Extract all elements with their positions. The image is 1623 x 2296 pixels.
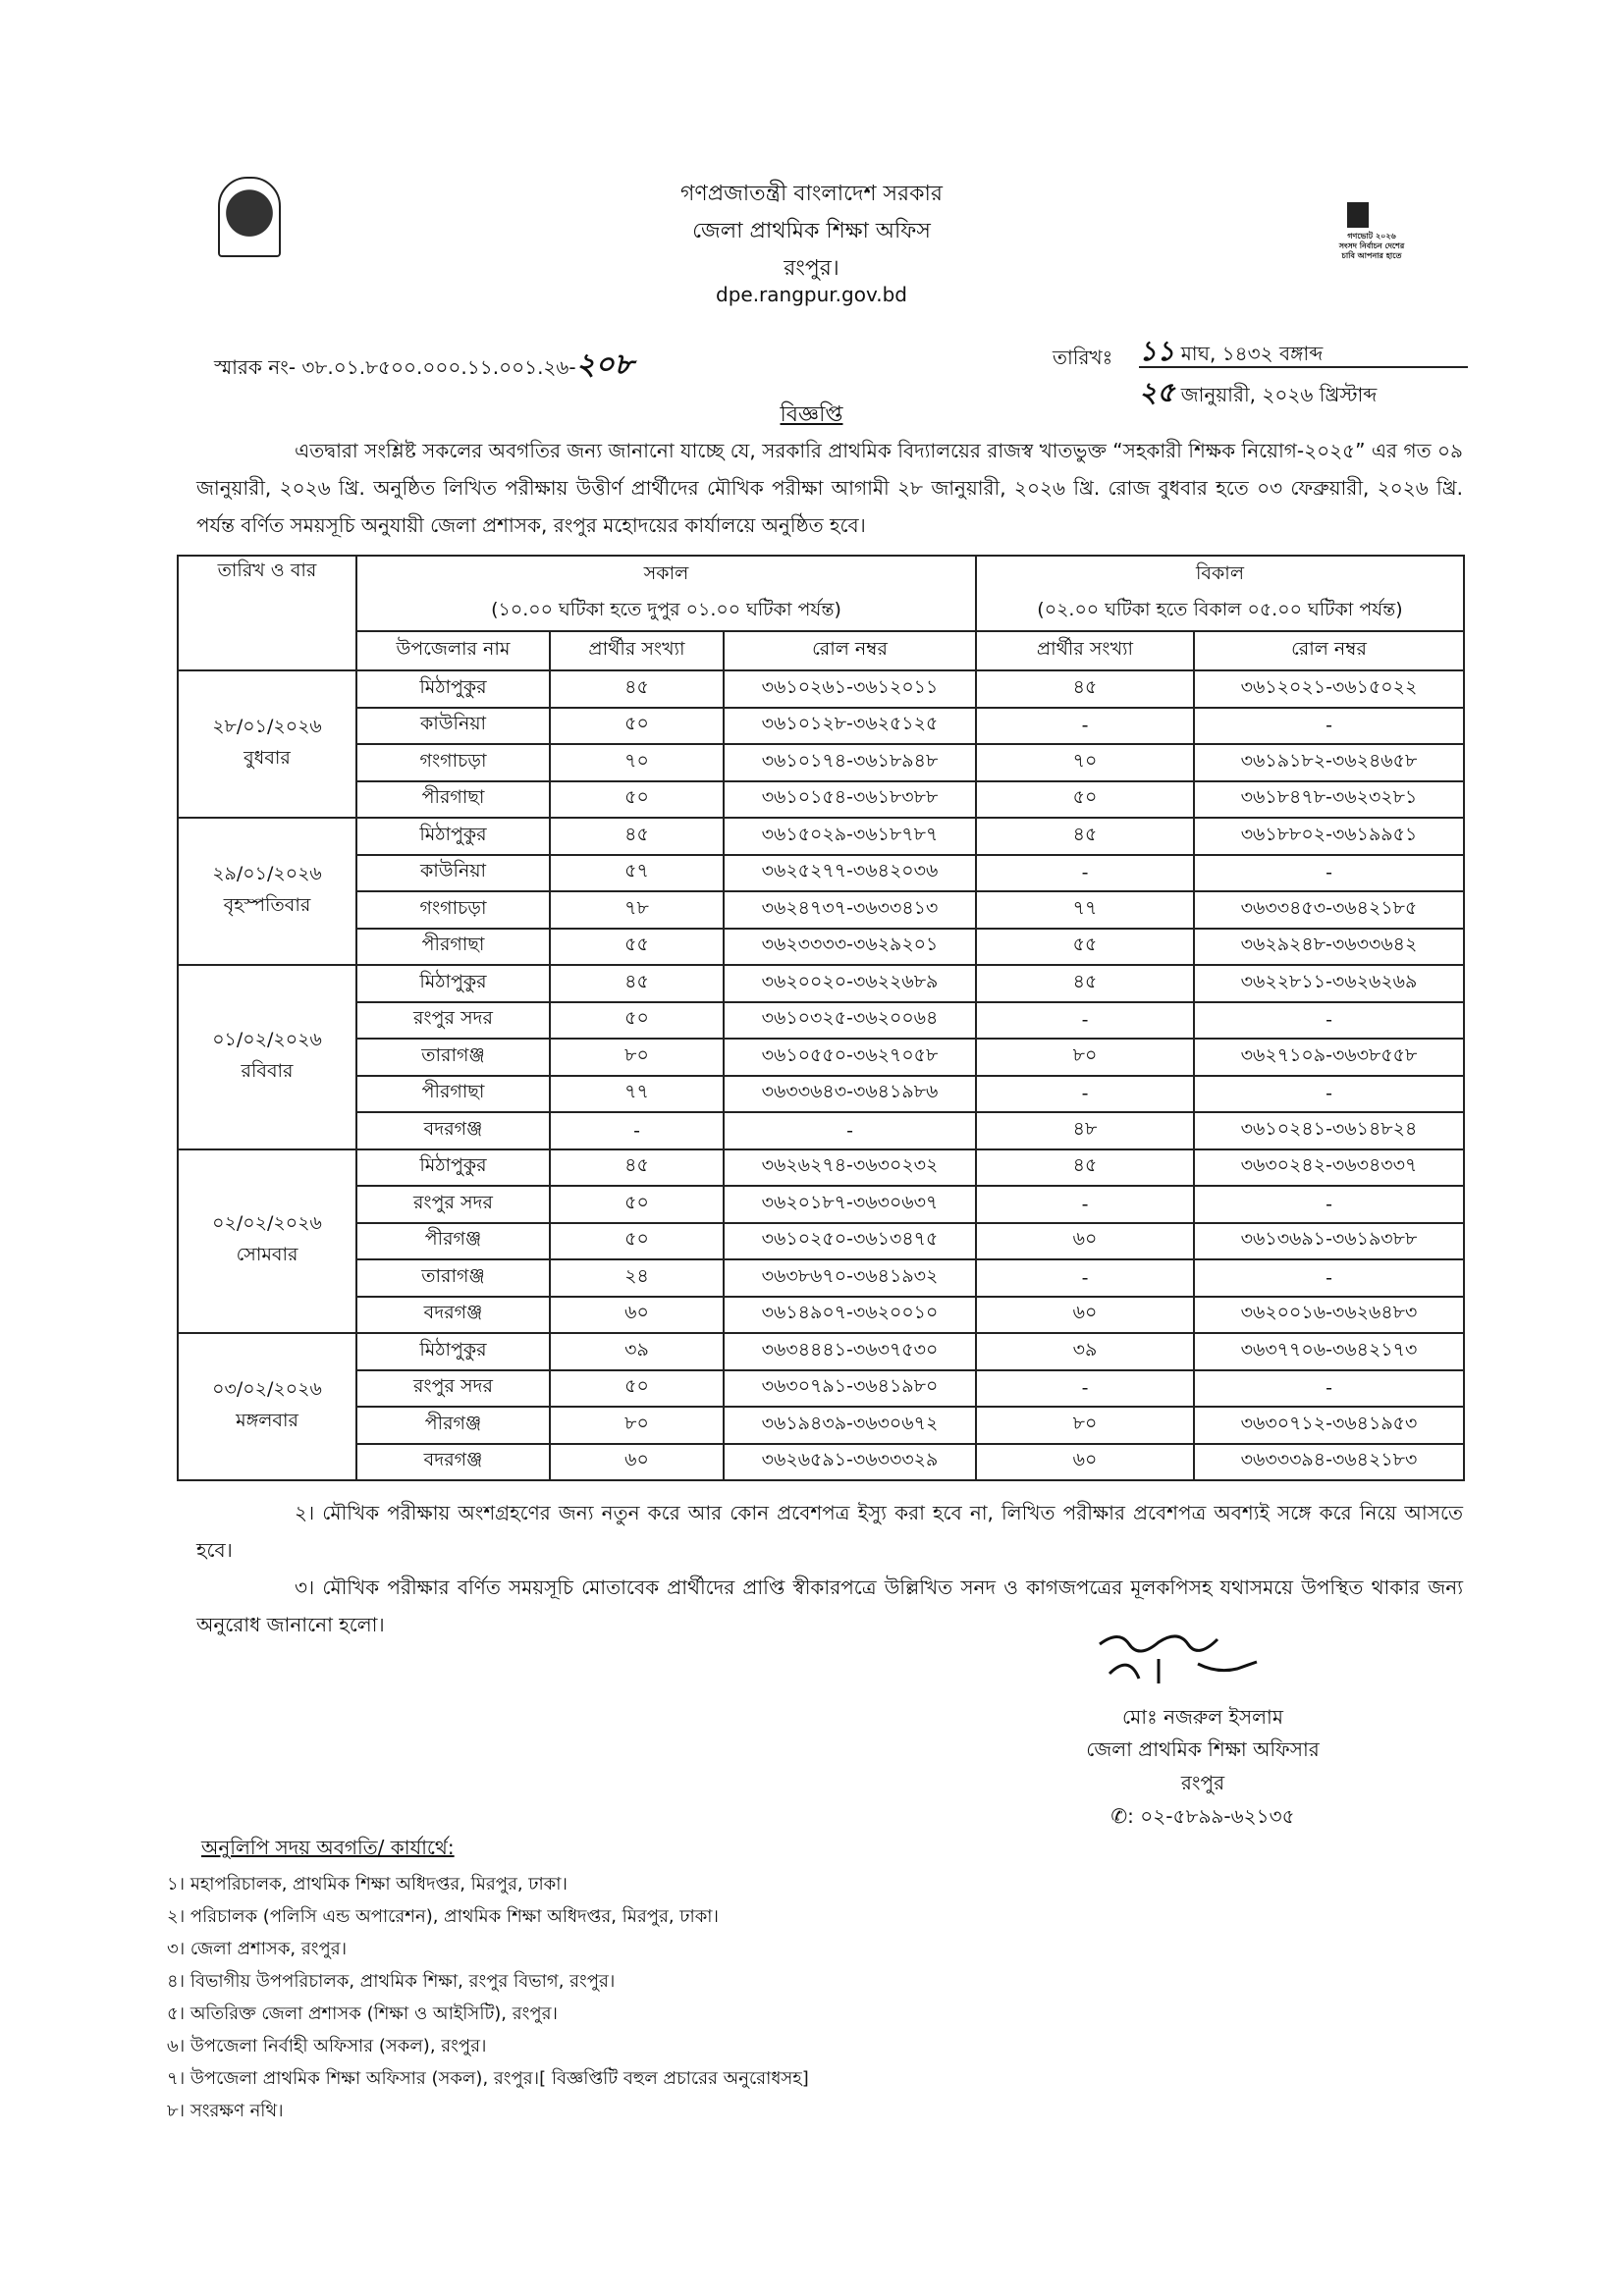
cc-item: ১। মহাপরিচালক, প্রাথমিক শিক্ষা অধিদপ্তর, মিরপুর, ঢাকা। [167,1874,568,1895]
roll-morning-cell: ৩৬২৩৩৩৩-৩৬২৯২০১ [724,929,976,966]
phone-icon: ✆ [1110,1804,1128,1828]
count-morning-cell: ৫০ [550,1186,724,1223]
roll-morning-cell: ৩৬৩০৭৯১-৩৬৪১৯৮০ [724,1370,976,1408]
count-afternoon-cell: - [976,1076,1194,1113]
roll-afternoon-cell: - [1194,1186,1464,1223]
table-row [178,1333,1464,1370]
roll-morning-cell: ৩৬১৯৪৩৯-৩৬৩০৬৭২ [724,1407,976,1444]
table-row [178,855,1464,892]
count-morning-cell: ৭০ [550,744,724,781]
count-afternoon-cell: ৭০ [976,744,1194,781]
upazila-cell: পীরগাছা [356,929,550,966]
roll-afternoon-cell: - [1194,1076,1464,1113]
upazila-cell: কাউনিয়া [356,708,550,745]
header-city: রংপুর। [784,256,839,281]
table-row [178,965,1464,1002]
count-afternoon-cell: ৪৫ [976,670,1194,708]
roll-afternoon-cell: ৩৬৩৩৪৫৩-৩৬৪২১৮৫ [1194,891,1464,929]
upazila-cell: মিঠাপুকুর [356,1149,550,1187]
header-afternoon-time: (০২.০০ ঘটিকা হতে বিকাল ০৫.০০ ঘটিকা পর্যন্ত) [976,594,1464,632]
count-afternoon-cell: ৮০ [976,1407,1194,1444]
upazila-cell: রংপুর সদর [356,1186,550,1223]
cc-heading: অনুলিপি সদয় অবগতি/ কার্যার্থে: [201,1836,455,1859]
upazila-cell: গংগাচড়া [356,891,550,929]
date-cell [178,818,356,965]
roll-morning-cell: ৩৬১৪৯০৭-৩৬২০০১০ [724,1297,976,1334]
count-morning-cell: ৫০ [550,781,724,819]
exam-date: ২৯/০১/২০২৬ [212,863,322,884]
upazila-cell: মিঠাপুকুর [356,670,550,708]
upazila-cell: বদরগঞ্জ [356,1297,550,1334]
upazila-cell: মিঠাপুকুর [356,1333,550,1370]
upazila-cell: তারাগঞ্জ [356,1259,550,1297]
cc-item: ২। পরিচালক (পলিসি এন্ড অপারেশন), প্রাথমিক শিক্ষা অধিদপ্তর, মিরপুর, ঢাকা। [167,1906,719,1927]
roll-afternoon-cell: ৩৬৩০২৪২-৩৬৩৪৩৩৭ [1194,1149,1464,1187]
table-row [178,670,1464,708]
notice-title: বিজ্ঞপ্তি [780,402,843,427]
date-cell [178,965,356,1149]
roll-afternoon-cell: - [1194,1002,1464,1040]
date-cell [178,670,356,818]
table-row [178,708,1464,745]
count-afternoon-cell: ৫০ [976,781,1194,819]
roll-afternoon-cell: ৩৬১৯১৮২-৩৬২৪৬৫৮ [1194,744,1464,781]
table-row [178,1297,1464,1334]
table-row [178,744,1464,781]
date-bangla: ১১ মাঘ, ১৪৩২ বঙ্গাব্দ [1139,335,1324,367]
roll-morning-cell: ৩৬১০১৫৪-৩৬১৮৩৮৮ [724,781,976,819]
date-divider [1139,366,1468,368]
roll-morning-cell: ৩৬১৫০২৯-৩৬১৮৭৮৭ [724,818,976,855]
roll-morning-cell: ৩৬১০৩২৫-৩৬২০০৬৪ [724,1002,976,1040]
count-afternoon-cell: ৪৫ [976,965,1194,1002]
count-morning-cell: ৫০ [550,1223,724,1260]
count-morning-cell: ৭৭ [550,1076,724,1113]
count-afternoon-cell: ৮০ [976,1039,1194,1076]
signatory-place: রংপুর [1180,1771,1225,1794]
roll-morning-cell: ৩৬১০২৫০-৩৬১৩৪৭৫ [724,1223,976,1260]
roll-afternoon-cell: ৩৬১৮৮০২-৩৬১৯৯৫১ [1194,818,1464,855]
header-count-afternoon: প্রার্থীর সংখ্যা [976,631,1194,670]
table-row [178,1149,1464,1187]
roll-afternoon-cell: ৩৬২৯২৪৮-৩৬৩৩৬৪২ [1194,929,1464,966]
count-morning-cell: ৪৫ [550,1149,724,1187]
upazila-cell: রংপুর সদর [356,1370,550,1408]
count-morning-cell: ৩৯ [550,1333,724,1370]
header-office: জেলা প্রাথমিক শিক্ষা অফিস [692,219,931,243]
roll-afternoon-cell: ৩৬১৮৪৭৮-৩৬২৩২৮১ [1194,781,1464,819]
memo-handwritten-number: ২০৮ [575,347,634,382]
roll-afternoon-cell: - [1194,1259,1464,1297]
memo-prefix: স্মারক নং- ৩৮.০১.৮৫০০.০০০.১১.০০১.২৬- [214,355,576,379]
paragraph-documents: ৩। মৌখিক পরীক্ষার বর্ণিত সময়সূচি মোতাবেক প্রার্থীদের প্রাপ্তি স্বীকারপত্রে উল্লিখিত সনদ ও কাগজপত্রের মূলকপিসহ যথাসময়ে উপস্থিত থাকার জন্য অনুরোধ জানানো হলো। [196,1575,1463,1636]
cc-item: ৪। বিভাগীয় উপপরিচালক, প্রাথমিক শিক্ষা, রংপুর বিভাগ, রংপুর। [167,1971,616,1992]
roll-morning-cell: ৩৬২৫২৭৭-৩৬৪২০৩৬ [724,855,976,892]
count-afternoon-cell: ৬০ [976,1297,1194,1334]
exam-date: ২৮/০১/২০২৬ [212,716,322,737]
cc-item: ৭। উপজেলা প্রাথমিক শিক্ষা অফিসার (সকল), রংপুর।[ বিজ্ঞপ্তিটি বহুল প্রচারের অনুরোধসহ] [167,2068,809,2089]
roll-afternoon-cell: ৩৬২৭১০৯-৩৬৩৮৫৫৮ [1194,1039,1464,1076]
count-morning-cell: - [550,1112,724,1149]
count-morning-cell: ২৪ [550,1259,724,1297]
header-government: গণপ্রজাতন্ত্রী বাংলাদেশ সরকার [679,182,944,206]
table-row [178,1002,1464,1040]
date-label: তারিখঃ [1053,346,1113,369]
roll-morning-cell: ৩৬৩৩৬৪৩-৩৬৪১৯৮৬ [724,1076,976,1113]
roll-morning-cell: ৩৬২৪৭৩৭-৩৬৩৩৪১৩ [724,891,976,929]
table-row [178,818,1464,855]
upazila-cell: বদরগঞ্জ [356,1444,550,1481]
count-morning-cell: ৫০ [550,708,724,745]
roll-morning-cell: ৩৬১০২৬১-৩৬১২০১১ [724,670,976,708]
count-afternoon-cell: ৪৮ [976,1112,1194,1149]
election-logo-text: গণভোট ২০২৬ সংসদ নির্বাচন দেশের চাবি আপনার হাতে [1338,232,1405,260]
signatory-name: মোঃ নজরুল ইসলাম [1122,1705,1283,1729]
table-row [178,1444,1464,1481]
count-morning-cell: ৮০ [550,1039,724,1076]
header-count-morning: প্রার্থীর সংখ্যা [550,631,724,670]
count-morning-cell: ৫৭ [550,855,724,892]
roll-morning-cell: ৩৬১০১২৮-৩৬২৫১২৫ [724,708,976,745]
table-row [178,1259,1464,1297]
cc-item: ৬। উপজেলা নির্বাহী অফিসার (সকল), রংপুর। [167,2036,487,2056]
paragraph-intro: এতদ্বারা সংশ্লিষ্ট সকলের অবগতির জন্য জানানো যাচ্ছে যে, সরকারি প্রাথমিক বিদ্যালয়ের রাজস্ব খাতভুক্ত “সহকারী শিক্ষক নিয়োগ-২০২৫” এর গত ০৯ জানুয়ারী, ২০২৬ খ্রি. অনুষ্ঠিত লিখিত পরীক্ষায় উত্তীর্ণ প্রার্থীদের মৌখিক পরীক্ষা আগামী ২৮ জানুয়ারী, ২০২৬ খ্রি. রোজ বুধবার হতে ০৩ ফেব্রুয়ারী, ২০২৬ খ্রি. পর্যন্ত বর্ণিত সময়সূচি অনুযায়ী জেলা প্রশাসক, রংপুর মহোদয়ের কার্যালয়ে অনুষ্ঠিত হবে। [196,439,1463,537]
cc-item: ৮। সংরক্ষণ নথি। [167,2101,284,2121]
roll-morning-cell: ৩৬৩৮৬৭০-৩৬৪১৯৩২ [724,1259,976,1297]
count-morning-cell: ৫০ [550,1370,724,1408]
exam-date: ০১/০২/২০২৬ [212,1028,322,1050]
count-morning-cell: ৪৫ [550,965,724,1002]
exam-weekday: মঙ্গলবার [236,1410,298,1431]
roll-morning-cell: ৩৬২৬৫৯১-৩৬৩৩৩২৯ [724,1444,976,1481]
header-upazila: উপজেলার নাম [356,631,550,670]
roll-afternoon-cell: ৩৬৩৩৩৯৪-৩৬৪২১৮৩ [1194,1444,1464,1481]
roll-afternoon-cell: - [1194,855,1464,892]
roll-morning-cell: ৩৬১০১৭৪-৩৬১৮৯৪৮ [724,744,976,781]
count-morning-cell: ৪৫ [550,670,724,708]
upazila-cell: মিঠাপুকুর [356,965,550,1002]
table-row [178,891,1464,929]
upazila-cell: গংগাচড়া [356,744,550,781]
date-english: ২৫ জানুয়ারী, ২০২৬ খ্রিস্টাব্দ [1139,376,1378,408]
upazila-cell: রংপুর সদর [356,1002,550,1040]
header-roll-morning: রোল নম্বর [724,631,976,670]
count-afternoon-cell: - [976,1002,1194,1040]
cc-item: ৫। অতিরিক্ত জেলা প্রশাসক (শিক্ষা ও আইসিটি), রংপুর। [167,2003,558,2024]
table-row [178,781,1464,819]
header-website: dpe.rangpur.gov.bd [716,283,907,306]
count-morning-cell: ৮০ [550,1407,724,1444]
roll-afternoon-cell: ৩৬১৩৬৯১-৩৬১৯৩৮৮ [1194,1223,1464,1260]
table-row [178,1223,1464,1260]
count-morning-cell: ৬০ [550,1297,724,1334]
date-cell [178,1149,356,1334]
count-morning-cell: ৬০ [550,1444,724,1481]
exam-date: ০৩/০২/২০২৬ [212,1378,322,1400]
table-row [178,1370,1464,1408]
count-morning-cell: ৫৫ [550,929,724,966]
header-morning-time: (১০.০০ ঘটিকা হতে দুপুর ০১.০০ ঘটিকা পর্যন্ত) [356,594,976,632]
count-afternoon-cell: ৬০ [976,1444,1194,1481]
table-row [178,1186,1464,1223]
cc-item: ৩। জেলা প্রশাসক, রংপুর। [167,1939,348,1959]
header-roll-afternoon: রোল নম্বর [1194,631,1464,670]
signature [1090,1625,1267,1693]
roll-morning-cell: ৩৬২০১৮৭-৩৬৩০৬৩৭ [724,1186,976,1223]
paragraph-admit-card: ২। মৌখিক পরীক্ষায় অংশগ্রহণের জন্য নতুন করে আর কোন প্রবেশপত্র ইস্যু করা হবে না, লিখিত পরীক্ষার প্রবেশপত্র অবশ্যই সঙ্গে করে নিয়ে আসতে হবে। [196,1501,1463,1562]
count-afternoon-cell: ৭৭ [976,891,1194,929]
upazila-cell: তারাগঞ্জ [356,1039,550,1076]
schedule-table [177,555,1465,1481]
roll-afternoon-cell: ৩৬২২৮১১-৩৬২৬২৬৯ [1194,965,1464,1002]
count-morning-cell: ৪৫ [550,818,724,855]
header-morning: সকাল [356,556,976,594]
roll-morning-cell: ৩৬২৬২৭৪-৩৬৩০২৩২ [724,1149,976,1187]
roll-morning-cell: - [724,1112,976,1149]
roll-afternoon-cell: ৩৬২০০১৬-৩৬২৬৪৮৩ [1194,1297,1464,1334]
exam-date: ০২/০২/২০২৬ [212,1212,322,1235]
exam-weekday: সোমবার [236,1244,298,1266]
signatory-designation: জেলা প্রাথমিক শিক্ষা অফিসার [1086,1737,1320,1761]
table-row [178,1039,1464,1076]
upazila-cell: পীরগঞ্জ [356,1223,550,1260]
roll-afternoon-cell: - [1194,708,1464,745]
roll-morning-cell: ৩৬৩৪৪৪১-৩৬৩৭৫৩০ [724,1333,976,1370]
exam-weekday: বৃহস্পতিবার [223,894,311,916]
roll-afternoon-cell: - [1194,1370,1464,1408]
count-afternoon-cell: ৬০ [976,1223,1194,1260]
memo-number [214,341,633,391]
exam-weekday: রবিবার [241,1059,294,1082]
upazila-cell: পীরগাছা [356,781,550,819]
roll-afternoon-cell: ৩৬৩৭৭০৬-৩৬৪২১৭৩ [1194,1333,1464,1370]
count-morning-cell: ৭৮ [550,891,724,929]
count-afternoon-cell: - [976,1186,1194,1223]
header-date: তারিখ ও বার [178,556,356,670]
upazila-cell: কাউনিয়া [356,855,550,892]
count-afternoon-cell: - [976,855,1194,892]
table-row [178,929,1464,966]
roll-afternoon-cell: ৩৬১২০২১-৩৬১৫০২২ [1194,670,1464,708]
exam-weekday: বুধবার [243,747,291,769]
roll-morning-cell: ৩৬২০০২০-৩৬২২৬৮৯ [724,965,976,1002]
date-cell [178,1333,356,1480]
upazila-cell: পীরগাছা [356,1076,550,1113]
upazila-cell: বদরগঞ্জ [356,1112,550,1149]
count-afternoon-cell: ৫৫ [976,929,1194,966]
table-row [178,1407,1464,1444]
count-afternoon-cell: ৪৫ [976,818,1194,855]
upazila-cell: মিঠাপুকুর [356,818,550,855]
count-afternoon-cell: - [976,1259,1194,1297]
table-row [178,1112,1464,1149]
count-afternoon-cell: ৪৫ [976,1149,1194,1187]
signatory-phone: ✆: ০২-৫৮৯৯-৬২১৩৫ [1110,1804,1295,1828]
count-afternoon-cell: ৩৯ [976,1333,1194,1370]
signature-scribble-icon [1090,1625,1267,1693]
count-afternoon-cell: - [976,708,1194,745]
count-morning-cell: ৫০ [550,1002,724,1040]
roll-afternoon-cell: ৩৬১০২৪১-৩৬১৪৮২৪ [1194,1112,1464,1149]
roll-morning-cell: ৩৬১০৫৫০-৩৬২৭০৫৮ [724,1039,976,1076]
header-afternoon: বিকাল [976,556,1464,594]
upazila-cell: পীরগঞ্জ [356,1407,550,1444]
table-row [178,1076,1464,1113]
roll-afternoon-cell: ৩৬৩০৭১২-৩৬৪১৯৫৩ [1194,1407,1464,1444]
count-afternoon-cell: - [976,1370,1194,1408]
